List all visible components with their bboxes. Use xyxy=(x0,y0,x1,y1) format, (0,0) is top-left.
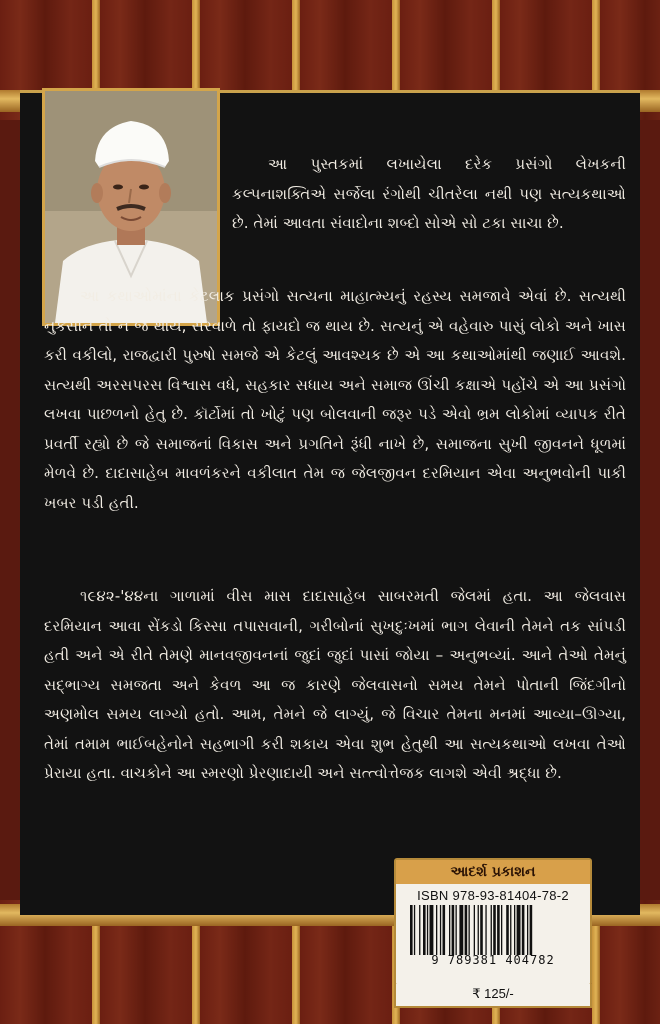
paragraph-1: આ પુસ્તકમાં લખાયેલા દરેક પ્રસંગો લેખકની કલ્પનાશક્તિએ સર્જેલા રંગોથી ચીતરેલા નથી પણ સત્યકથાઓ છે. તેમાં આવતા સંવાદોના શબ્દો સોએ સો ટકા સાચા છે. xyxy=(232,155,626,232)
barcode-icon xyxy=(406,905,580,955)
isbn-barcode-box xyxy=(394,858,592,986)
isbn-text: ISBN 978-93-81404-78-2 xyxy=(417,888,569,903)
barcode-number: 9 789381 404782 xyxy=(431,953,555,967)
price-label: ₹ 125/- xyxy=(394,984,592,1008)
paragraph-2-block xyxy=(44,282,626,518)
paragraph-2: આ કથાઓમાંના કેટલાક પ્રસંગો સત્યના માહાત્મ્યનું રહસ્ય સમજાવે એવાં છે. સત્યથી નુકસાન તો ન જ થાય, સરવાળે તો ફાયદો જ થાય છે. સત્યનું એ વહેવારુ પાસું લોકો અને ખાસ કરી વકીલો, રાજદ્વારી પુરુષો સમજે એ કેટલું આવશ્યક છે એ આ કથાઓમાંથી જણાઈ આવશે. સત્યથી અરસપરસ વિશ્વાસ વધે, સહકાર સધાય અને સમાજ ઊંચી કક્ષાએ પહોંચે એ આ પ્રસંગો લખવા પાછળનો હેતુ છે. કૉર્ટોમાં તો ખોટું પણ બોલવાની જરૂર પડે એવો ભ્રમ લોકોમાં વ્યાપક રીતે પ્રવર્તી રહ્યો છે જે સમાજનાં વિકાસ અને પ્રગતિને રૂંધી નાખે છે, સમાજના સુખી જીવનને ધૂળમાં મેળવે છે. દાદાસાહેબ માવળંકરને વકીલાત તેમ જ જેલજીવન દરમિયાન એવા અનુભવોની પાકી ખબર પડી હતી. xyxy=(44,287,626,512)
paragraph-3: ૧૯૪૨-'૪૪ના ગાળામાં વીસ માસ દાદાસાહેબ સાબરમતી જેલમાં હતા. આ જેલવાસ દરમિયાન આવા સેંકડો કિસ્સા તપાસવાની, ગરીબોનાં સુખદુઃખમાં ભાગ લેવાની તેમને તક સાંપડી હતી અને એ રીતે તેમણે માનવજીવનનાં જુદાં જુદાં પાસાં જોયા – અનુભવ્યાં. આને તેઓ તેમનું સદ્ભાગ્ય સમજતા અને કેવળ આ જ કારણે જેલવાસનો સમય તેમને પોતાની જિંદગીનો અણમોલ સમય લાગ્યો હતો. આમ, તેમને જે લાગ્યું, જે વિચાર તેમના મનમાં આવ્યા–ઊગ્યા, તેમાં તમામ ભાઈબહેનોને સહભાગી કરી શકાય એવા શુભ હેતુથી આ સત્યકથાઓ લખવા તેઓ પ્રેરાયા હતા. વાચકોને આ સ્મરણો પ્રેરણાદાયી અને સત્ત્વોત્તેજક લાગશે એવી શ્રદ્ધા છે. xyxy=(44,587,626,782)
paragraph-3-block xyxy=(44,582,626,789)
intro-paragraph-block xyxy=(232,150,626,239)
publisher-name: આદર્શ પ્રકાશન xyxy=(396,860,590,884)
